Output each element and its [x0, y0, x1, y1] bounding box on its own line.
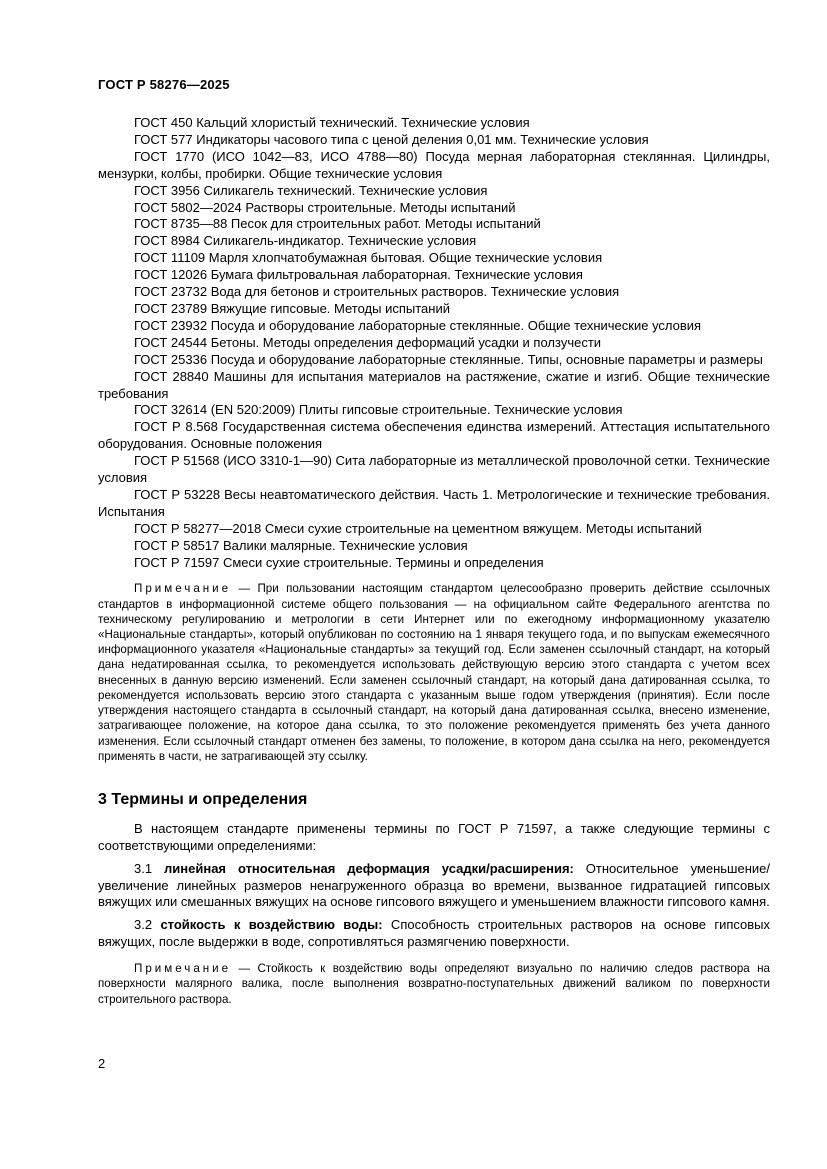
references-note [98, 581, 770, 763]
note-text: — Стойкость к воздействию воды определяют визуально по наличию следов раствора на поверхности малярного валика, после выполнения возвратно-поступательных движений валиком по поверхности строительного раствора. [98, 962, 770, 1006]
term-number: 3.1 [134, 860, 165, 876]
page-content [98, 115, 770, 1018]
terms-note [98, 961, 770, 1007]
reference-item: ГОСТ Р 58277—2018 Смеси сухие строительные на цементном вяжущем. Методы испытаний [134, 520, 702, 536]
reference-item: ГОСТ Р 58517 Валики малярные. Технические условия [134, 537, 468, 553]
term-definition [98, 917, 770, 951]
reference-item: ГОСТ 12026 Бумага фильтровальная лабораторная. Технические условия [134, 267, 583, 283]
note-label: Примечание [134, 962, 232, 976]
section-intro: В настоящем стандарте применены термины по ГОСТ Р 71597, а также следующие термины с соответствующими определениями: [98, 820, 770, 853]
note-text: — При пользовании настоящим стандартом целесообразно проверить действие ссылочных стандартов в информационной системе общего пользования — на официальном сайте Федерального агентства по техническому регулированию и метрологии в сети Интернет или по ежегодному информационному указателю «Национальные стандарты», который опубликован по состоянию на 1 января текущего года, и по выпускам ежемесячного информационного указателя «Национальные стандарты» за текущий год. Если заменен ссылочный стандарт, на который дана недатированная ссылка, то рекомендуется использовать действующую версию этого стандарта с учетом всех внесенных в данную версию изменений. Если заменен ссылочный стандарт, на который дана датированная ссылка, то рекомендуется использовать версию этого стандарта с указанным выше годом утверждения (принятия). Если после утверждения настоящего стандарта в ссылочный стандарт, на который дана датированная ссылка, внесено изменение, затрагивающее положение, на которое дана ссылка, то это положение рекомендуется применять без учета данного изменения. Если ссылочный стандарт отменен без замены, то положение, в котором дана ссылка на него, рекомендуется применять в части, не затрагивающей эту ссылку. [98, 582, 770, 763]
reference-item: ГОСТ 23932 Посуда и оборудование лабораторные стеклянные. Общие технические условия [134, 317, 702, 333]
reference-item: ГОСТ Р 71597 Смеси сухие строительные. Термины и определения [134, 554, 544, 570]
reference-item: ГОСТ 28840 Машины для испытания материалов на растяжение, сжатие и изгиб. Общие технические требования [98, 368, 770, 401]
reference-item: ГОСТ Р 8.568 Государственная система обеспечения единства измерений. Аттестация испытательного оборудования. Основные положения [98, 419, 770, 452]
reference-item: ГОСТ 32614 (EN 520:2009) Плиты гипсовые строительные. Технические условия [134, 402, 623, 418]
term-def: Способность строительных растворов на основе гипсовых вяжущих, после выдержки в воде, сопротивляться размягчению поверхности. [98, 917, 770, 950]
term-name: линейная относительная деформация усадки/расширения: [164, 860, 574, 876]
reference-item: ГОСТ Р 53228 Весы неавтоматического действия. Часть 1. Метрологические и технические требования. Испытания [98, 486, 770, 519]
term-def: Относительное уменьшение/увеличение линейных размеров ненагруженного образца во времени, вызванное гидратацией гипсовых вяжущих или смешанных вяжущих на основе гипсового вяжущего и уменьшением влажности гипсового камня. [98, 860, 770, 910]
reference-item: ГОСТ 577 Индикаторы часового типа с ценой деления 0,01 мм. Технические условия [134, 131, 649, 147]
term-number: 3.2 [134, 917, 161, 933]
reference-item: ГОСТ 8735—88 Песок для строительных работ. Методы испытаний [134, 216, 541, 232]
reference-item: ГОСТ 1770 (ИСО 1042—83, ИСО 4788—80) Посуда мерная лабораторная стеклянная. Цилиндры, мензурки, колбы, пробирки. Общие технические условия [98, 148, 770, 181]
reference-item: ГОСТ 5802—2024 Растворы строительные. Методы испытаний [134, 199, 516, 215]
reference-item: ГОСТ 450 Кальций хлористый технический. Технические условия [134, 115, 530, 130]
reference-item: ГОСТ 23732 Вода для бетонов и строительных растворов. Технические условия [134, 284, 620, 300]
reference-item: ГОСТ 25336 Посуда и оборудование лабораторные стеклянные. Типы, основные параметры и размеры [134, 351, 763, 367]
document-code-header: ГОСТ Р 58276—2025 [98, 77, 230, 92]
normative-references-list [98, 115, 770, 571]
reference-item: ГОСТ 11109 Марля хлопчатобумажная бытовая. Общие технические условия [134, 250, 603, 266]
section-title: 3 Термины и определения [98, 790, 308, 808]
reference-item: ГОСТ 23789 Вяжущие гипсовые. Методы испытаний [134, 300, 450, 316]
note-label: Примечание [134, 582, 232, 596]
reference-item: ГОСТ 3956 Силикагель технический. Технические условия [134, 182, 488, 198]
reference-item: ГОСТ Р 51568 (ИСО 3310-1—90) Сита лабораторные из металлической проволочной сетки. Технические условия [98, 453, 770, 486]
reference-item: ГОСТ 24544 Бетоны. Методы определения деформаций усадки и ползучести [134, 334, 602, 350]
page-number: 2 [98, 1056, 106, 1071]
term-definition [98, 861, 770, 912]
term-name: стойкость к воздействию воды: [160, 917, 383, 933]
reference-item: ГОСТ 8984 Силикагель-индикатор. Технические условия [134, 233, 477, 249]
